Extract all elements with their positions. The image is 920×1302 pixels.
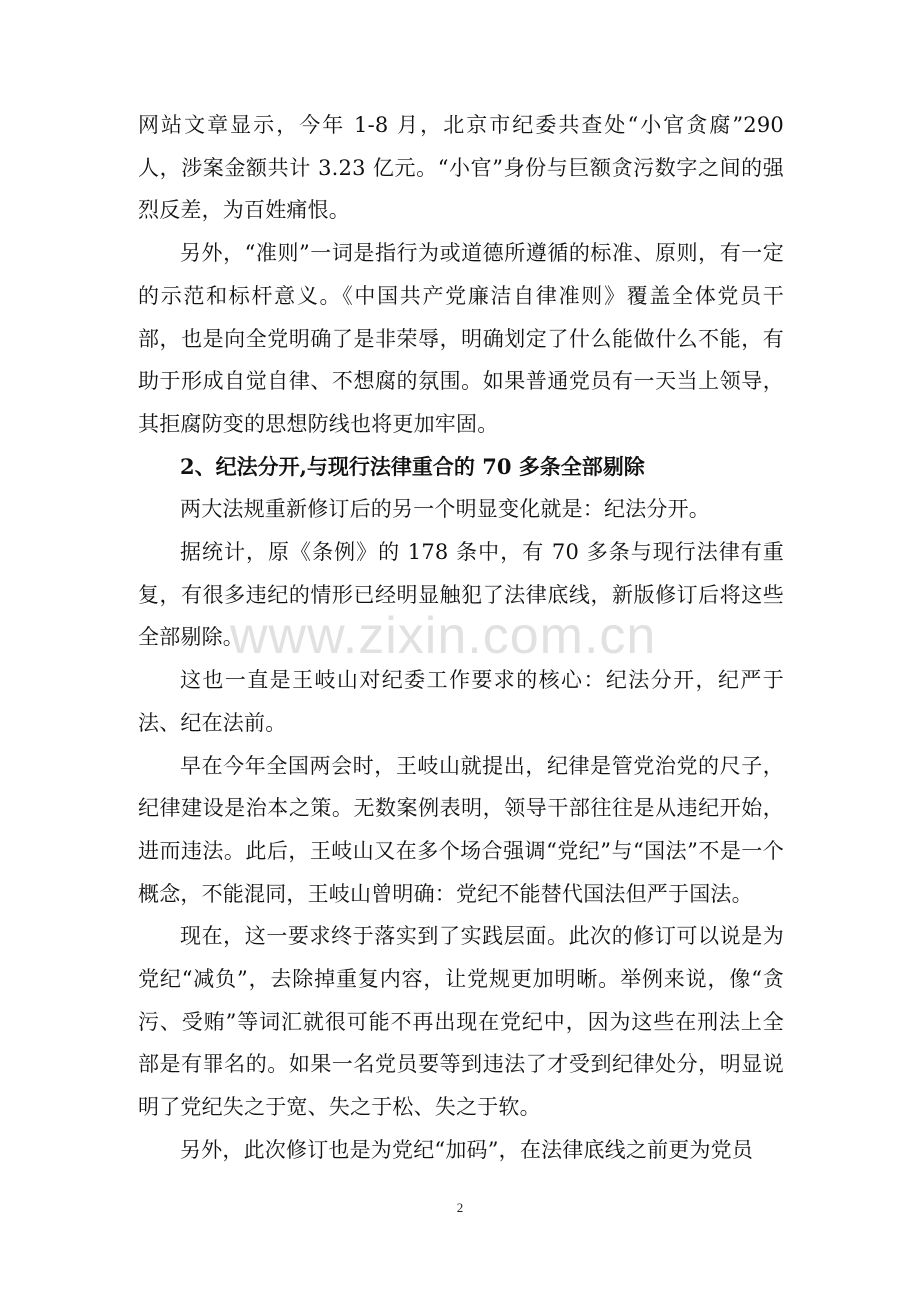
paragraph-3: 两大法规重新修订后的另一个明显变化就是：纪法分开。 — [180, 497, 710, 522]
section-heading: 2、纪法分开,与现行法律重合的 70 多条全部剔除 — [180, 453, 645, 479]
paragraph-2: 另外，“准则”一词是指行为或道德所遵循的标准、原则，有一定的示范和标杆意义。《中国共产党廉洁自律准则》覆盖全体党员干部，也是向全党明确了是非荣辱，明确划定了什么能做什么不能，有助于形成自觉自律、不想腐的氛围。如果普通党员有一天当上领导，其拒腐防变的思想防线也将更加牢固。 — [138, 241, 784, 436]
watermark: www.zixin.com.cn — [230, 607, 657, 665]
paragraph-4: 据统计，原《条例》的 178 条中，有 70 多条与现行法律有重复，有很多违纪的情形已经明显触犯了法律底线，新版修订后将这些全部剔除。 — [138, 540, 784, 650]
paragraph-8: 另外，此次修订也是为党纪“加码”，在法律底线之前更为党员 — [180, 1137, 754, 1162]
paragraph-6: 早在今年全国两会时，王岐山就提出，纪律是管党治党的尺子，纪律建设是治本之策。无数案例表明，领导干部往往是从违纪开始，进而违法。此后，王岐山又在多个场合强调“党纪”与“国法”不是一个概念，不能混同，王岐山曾明确：党纪不能替代国法但严于国法。 — [138, 753, 784, 906]
document-body — [138, 104, 784, 1172]
page-number: 2 — [456, 1200, 464, 1215]
paragraph-5: 这也一直是王岐山对纪委工作要求的核心：纪法分开，纪严于法、纪在法前。 — [138, 668, 784, 735]
paragraph-7: 现在，这一要求终于落实到了实践层面。此次的修订可以说是为党纪“减负”，去除掉重复内容，让党规更加明晰。举例来说，像“贪污、受贿”等词汇就很可能不再出现在党纪中，因为这些在刑法上全部是有罪名的。如果一名党员要等到违法了才受到纪律处分，明显说明了党纪失之于宽、失之于松、失之于软。 — [138, 924, 784, 1120]
paragraph-1: 网站文章显示，今年 1-8 月，北京市纪委共查处“小官贪腐”290 人，涉案金额共计 3.23 亿元。“小官”身份与巨额贪污数字之间的强烈反差，为百姓痛恨。 — [138, 113, 784, 223]
